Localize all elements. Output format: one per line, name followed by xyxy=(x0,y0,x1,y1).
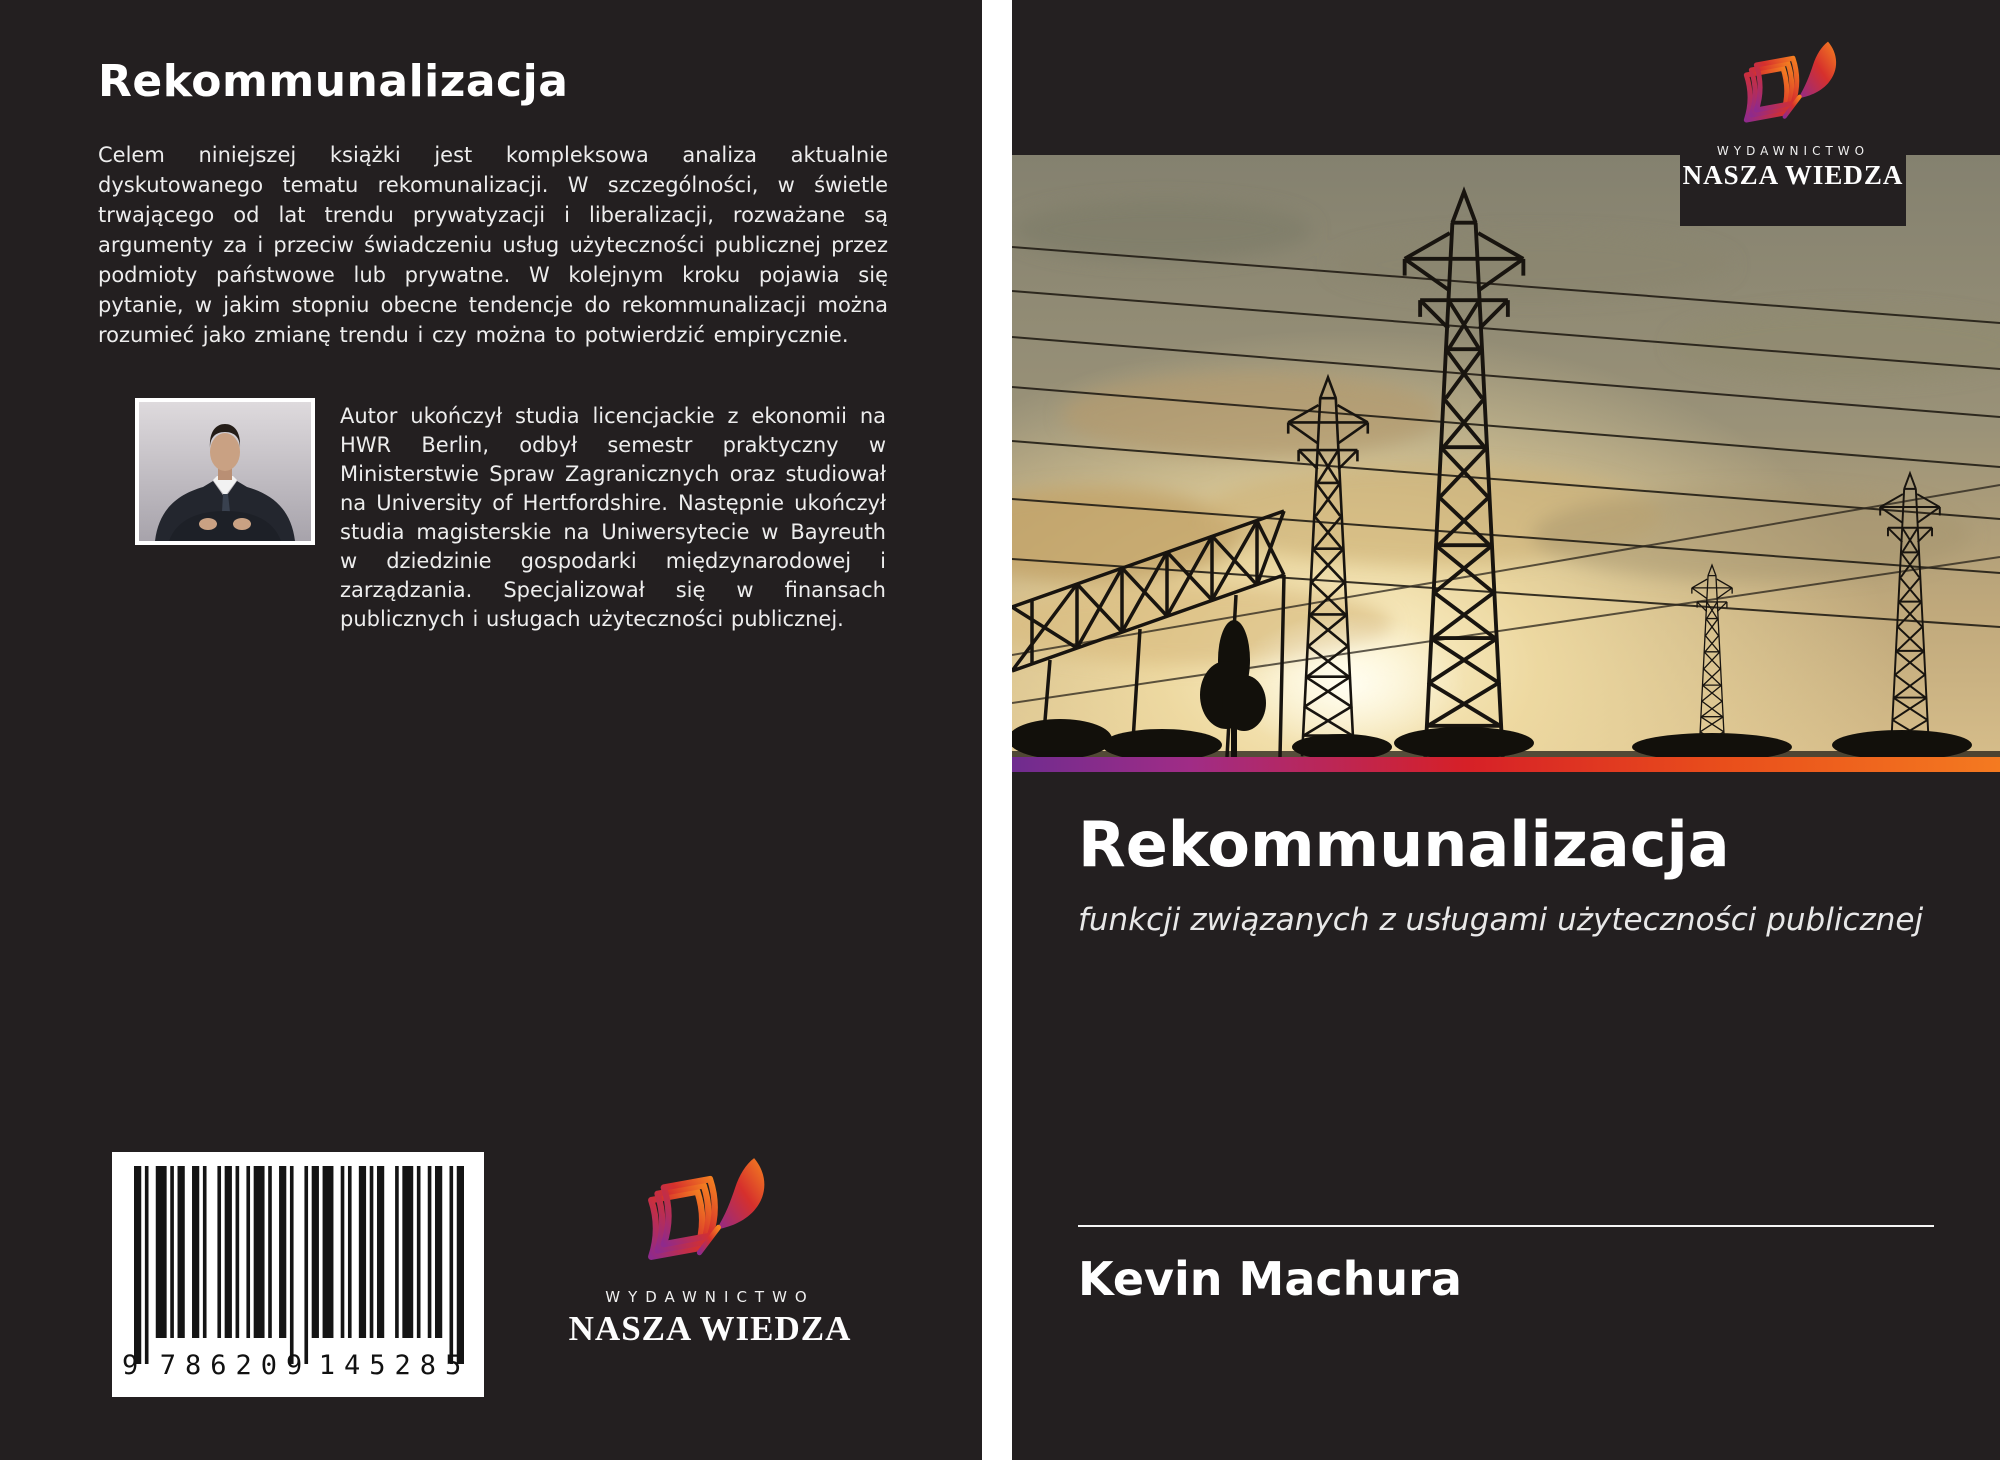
publisher-logo-front xyxy=(1680,0,1906,226)
publisher-name-line2: NASZA WIEDZA xyxy=(1682,160,1904,190)
barcode xyxy=(112,1152,484,1397)
publisher-name-line2: NASZA WIEDZA xyxy=(568,1309,852,1348)
front-cover xyxy=(1012,0,2000,1460)
back-cover xyxy=(0,0,982,1460)
publisher-book-feather-icon xyxy=(635,1156,785,1282)
barcode-group2: 145285 xyxy=(318,1350,471,1381)
front-cover-subtitle: funkcji związanych z usługami użyteczności publicznej xyxy=(1078,902,1924,938)
author-bio: Autor ukończył studia licencjackie z ekonomii na HWR Berlin, odbył semestr praktyczny w Ministerstwie Spraw Zagranicznych oraz studiował na University of Hertfordshire. Następnie ukończył studia magisterskie na Uniwersytecie w Bayreuth w dziedzinie gospodarki międzynarodowej i zarządzania. Specjalizował się w finansach publicznych i usługach użyteczności publicznej. xyxy=(340,404,886,631)
barcode-group1: 786209 xyxy=(159,1350,312,1381)
publisher-name-line1: WYDAWNICTWO xyxy=(1716,144,1870,158)
cover-photo-powerlines xyxy=(1012,155,2000,757)
barcode-prefix: 9 xyxy=(122,1350,139,1381)
back-cover-description: Celem niniejszej książki jest kompleksowa analiza aktualnie dyskutowanego tematu rekomunalizacji. W szczególności, w świetle trwającego od lat trendu prywatyzacji i liberalizacji, rozważane są argumenty za i przeciw świadczeniu usług użyteczności publicznej przez podmioty państwowe lub prywatne. W kolejnym kroku pojawia się pytanie, w jakim stopniu obecne tendencje do rekommunalizacji można rozumieć jako zmianę trendu i czy można to potwierdzić empirycznie. xyxy=(98,143,888,347)
author-portrait-image xyxy=(139,402,311,541)
front-cover-title: Rekommunalizacja xyxy=(1078,808,1730,881)
barcode-bars xyxy=(134,1166,464,1364)
accent-gradient-bar xyxy=(1012,757,2000,772)
author-divider-rule xyxy=(1078,1225,1934,1227)
publisher-book-feather-icon xyxy=(1734,40,1852,140)
publisher-logo-back xyxy=(552,1156,868,1349)
front-cover-author: Kevin Machura xyxy=(1078,1252,1462,1306)
barcode-digits xyxy=(122,1350,474,1381)
back-cover-title: Rekommunalizacja xyxy=(98,56,569,107)
spine-divider xyxy=(982,0,1012,1460)
author-photo xyxy=(135,398,315,545)
publisher-name-line1: WYDAWNICTWO xyxy=(605,1288,815,1306)
